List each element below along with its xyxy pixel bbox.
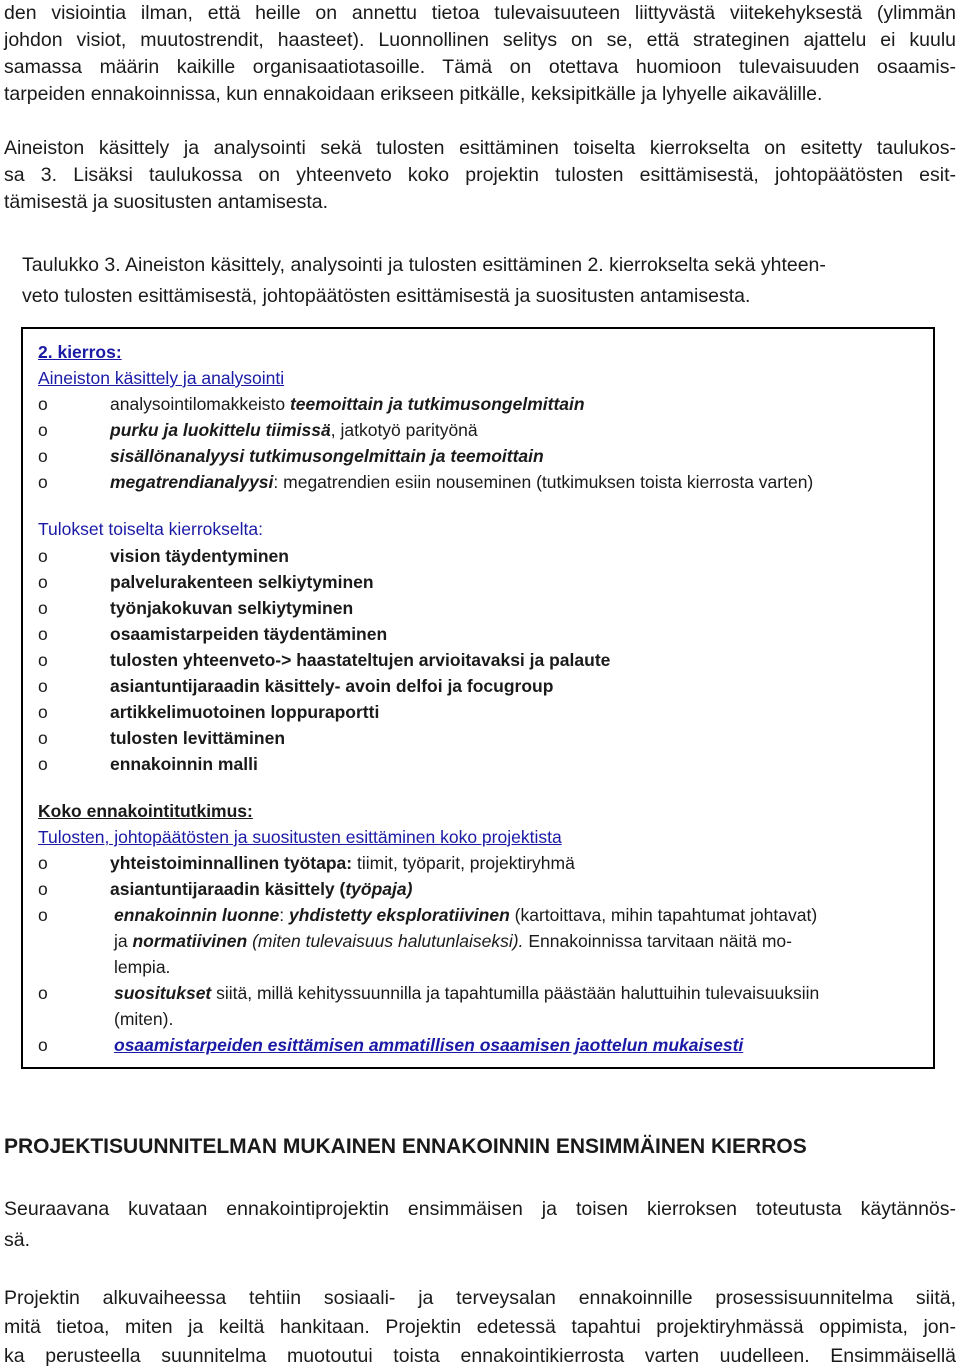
item-emphasis: osaamistarpeiden esittämisen ammatillisen osaamisen jaottelun mukaisesti: [114, 1035, 744, 1055]
item-text: , jatkotyö parityönä: [330, 420, 478, 440]
item-text: palvelurakenteen selkiytyminen: [110, 572, 374, 592]
text-line: sa 3. Lisäksi taulukossa on yhteenveto koko projektin tulosten esittämisestä, johtopäätösten esit-: [4, 164, 956, 186]
analysis-heading: Aineiston käsittely ja analysointi: [38, 368, 285, 388]
item-text: artikkelimuotoinen loppuraportti: [110, 702, 380, 722]
item-text: tulosten yhteenveto-> haastateltujen arvioitavaksi ja palaute: [110, 650, 611, 670]
bullet-marker: o: [38, 905, 48, 925]
text-line: ka perusteella suunnitelma muotoutui toista ennakointikierrosta varten uudelleen. Ensimmäisellä: [4, 1345, 956, 1367]
bullet-marker: o: [38, 879, 48, 899]
table-3-box: [21, 327, 935, 1069]
text-line: Taulukko 3. Aineiston käsittely, analysointi ja tulosten esittäminen 2. kierrokselta sekä yhteen-: [22, 254, 826, 276]
item-text: analysointilomakkeisto: [110, 394, 290, 414]
bullet-marker: o: [38, 754, 48, 774]
item-emphasis: asiantuntijaraadin käsittely (: [110, 879, 346, 899]
bullet-marker: o: [38, 650, 48, 670]
item-emphasis: ennakoinnin luonne: [114, 905, 280, 925]
item-text: vision täydentyminen: [110, 546, 289, 566]
bullet-marker: o: [38, 446, 48, 466]
item-italic: (miten tulevaisuus halutunlaiseksi).: [247, 931, 524, 951]
bullet-marker: o: [38, 624, 48, 644]
item-emphasis: yhdistetty eksploratiivinen: [289, 905, 510, 925]
bullet-marker: o: [38, 702, 48, 722]
item-text: asiantuntijaraadin käsittely- avoin delfoi ja focugroup: [110, 676, 554, 696]
whole-study-heading: Koko ennakointitutkimus:: [38, 801, 253, 821]
item-text: osaamistarpeiden täydentäminen: [110, 624, 388, 644]
text-line: samassa määrin kaikille organisaatiotasoille. Tämä on otettava huomioon tulevaisuuden osaamis-: [4, 56, 956, 78]
bullet-marker: o: [38, 983, 48, 1003]
bullet-marker: o: [38, 676, 48, 696]
bullet-marker: o: [38, 853, 48, 873]
item-text: (miten).: [114, 1009, 174, 1029]
item-emphasis: megatrendianalyysi: [110, 472, 274, 492]
item-emphasis: yhteistoiminnallinen työtapa:: [110, 853, 353, 873]
text-line: mitä tietoa, miten ja keiltä hankitaan. Projektin edetessä tapahtui projektiryhmässä oppimista, jon-: [4, 1316, 956, 1338]
item-emphasis: normatiivinen: [132, 931, 248, 951]
bullet-marker: o: [38, 1035, 48, 1055]
section-intro-paragraph: [4, 1196, 956, 1254]
bullet-marker: o: [38, 394, 48, 414]
item-text: tiimit, työparit, projektiryhmä: [352, 853, 575, 873]
item-emphasis: työpaja): [345, 879, 413, 899]
project-paragraph: [4, 1284, 956, 1371]
item-emphasis: teemoittain ja tutkimusongelmittain: [289, 394, 585, 414]
item-emphasis: purku ja luokittelu tiimissä: [110, 420, 331, 440]
text-line: Aineiston käsittely ja analysointi sekä tulosten esittäminen toiselta kierrokselta on esitetty taulukos-: [4, 137, 956, 159]
text-line: tarpeiden ennakoinnissa, kun ennakoidaan erikseen pitkälle, keksipitkälle ja lyhyelle aikavälille.: [4, 83, 823, 105]
bullet-marker: o: [38, 420, 48, 440]
round-title: 2. kierros:: [38, 342, 122, 362]
item-text: : megatrendien esiin nouseminen (tutkimuksen toista kierrosta varten): [273, 472, 814, 492]
item-text: tulosten levittäminen: [110, 728, 286, 748]
item-text: (kartoittava, mihin tapahtumat johtavat): [509, 905, 818, 925]
text-line: den visiointia ilman, että heille on annettu tietoa tulevaisuuteen liittyvästä viitekehyksestä (ylimmän: [4, 2, 956, 24]
table-caption: [22, 250, 932, 312]
text-line: veto tulosten esittämisestä, johtopäätösten esittämisestä ja suositusten antamisesta.: [22, 285, 751, 307]
bullet-marker: o: [38, 598, 48, 618]
item-text: Ennakoinnissa tarvitaan näitä mo-: [523, 931, 792, 951]
item-text: :: [279, 905, 290, 925]
text-line: Projektin alkuvaiheessa tehtiin sosiaali- ja terveysalan ennakoinnille prosessisuunnitelma siitä,: [4, 1287, 956, 1309]
text-line: tämisestä ja suositusten antamisesta.: [4, 191, 329, 213]
item-text: työnjakokuvan selkiytyminen: [110, 598, 354, 618]
table-intro-paragraph: [4, 135, 956, 216]
bullet-marker: o: [38, 472, 48, 492]
item-text: lempia.: [114, 957, 171, 977]
item-text: ja: [114, 931, 133, 951]
intro-paragraph: [4, 0, 956, 108]
bullet-marker: o: [38, 572, 48, 592]
item-text: siitä, millä kehityssuunnilla ja tapahtumilla päästään haluttuihin tulevaisuuksiin: [211, 983, 820, 1003]
text-line: johdon visiot, muutostrendit, haasteet). Luonnollinen selitys on se, että strateginen ajattelu ei kuulu: [4, 29, 956, 51]
item-text: ennakoinnin malli: [110, 754, 258, 774]
results-heading: Tulokset toiselta kierrokselta:: [38, 519, 263, 539]
bullet-marker: o: [38, 728, 48, 748]
text-line: Seuraavana kuvataan ennakointiprojektin ensimmäisen ja toisen kierroksen toteutusta käytännös-: [4, 1198, 956, 1220]
text-line: sä.: [4, 1229, 31, 1251]
section-heading: PROJEKTISUUNNITELMAN MUKAINEN ENNAKOINNIN ENSIMMÄINEN KIERROS: [4, 1135, 807, 1158]
whole-study-subheading: Tulosten, johtopäätösten ja suositusten esittäminen koko projektista: [38, 827, 562, 847]
item-emphasis: sisällönanalyysi tutkimusongelmittain ja teemoittain: [110, 446, 544, 466]
item-emphasis: suositukset: [114, 983, 212, 1003]
bullet-marker: o: [38, 546, 48, 566]
